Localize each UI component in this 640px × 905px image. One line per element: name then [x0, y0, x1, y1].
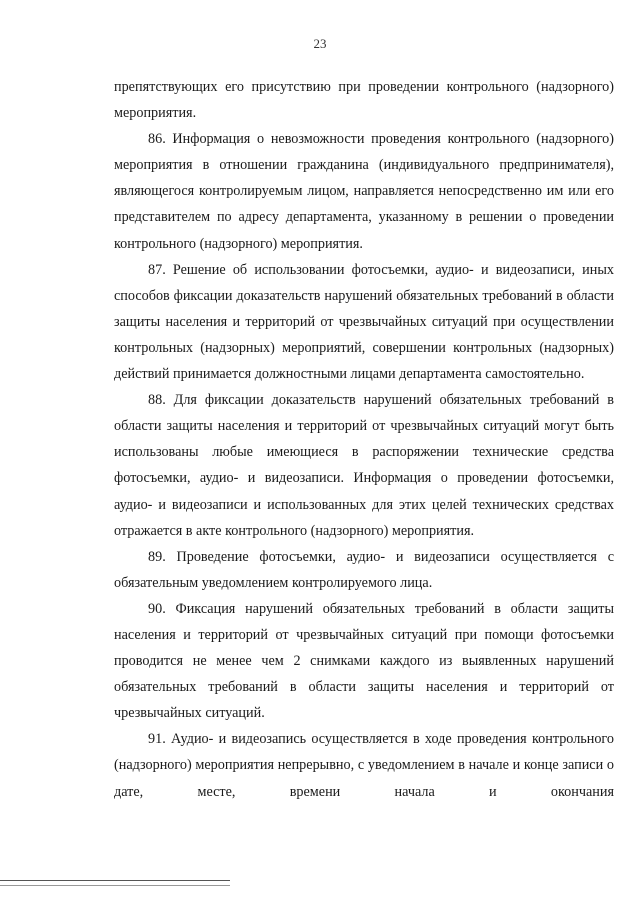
footer-rule [0, 880, 230, 881]
paragraph-continuation: препятствующих его присутствию при проведении контрольного (надзорного) мероприятия. [114, 79, 614, 122]
paragraph-87: 87. Решение об использовании фотосъемки, аудио- и видеозаписи, иных способов фиксации доказательств нарушений обязательных требований в области защиты населения и территорий от чрезвычайных ситуаций при осуществлении контрольных (надзорных) мероприятий, совершении контрольных (надзорных) действий принимается должностными лицами департамента самостоятельно. [114, 261, 614, 383]
paragraph-88: 88. Для фиксации доказательств нарушений обязательных требований в области защиты населения и территорий от чрезвычайных ситуаций могут быть использованы любые имеющиеся в распоряжении технические средства фотосъемки, аудио- и видеозаписи. Информация о проведении фотосъемки, аудио- и видеозаписи и использованных для этих целей технических средствах отражается в акте контрольного (надзорного) мероприятия. [114, 392, 614, 539]
paragraph-90: 90. Фиксация нарушений обязательных требований в области защиты населения и территорий от чрезвычайных ситуаций при помощи фотосъемки проводится не менее чем 2 снимками каждого из выявленных нарушений обязательных требований в области защиты населения и территорий от чрезвычайных ситуаций. [114, 600, 614, 722]
paragraph-86: 86. Информация о невозможности проведения контрольного (надзорного) мероприятия в отношении гражданина (индивидуального предпринимателя), являющегося контролируемым лицом, направляется непосредственно им или его представителем по адресу департамента, указанному в решении о проведении контрольного (надзорного) мероприятия. [114, 131, 614, 252]
paragraph-91: 91. Аудио- и видеозапись осуществляется в ходе проведения контрольного (надзорного) мероприятия непрерывно, с уведомлением в начале и конце записи о дате, месте, времени начала и окончания [114, 731, 614, 800]
page-number: 23 [313, 36, 327, 51]
document-body [114, 74, 614, 805]
footer-rule-secondary [0, 885, 230, 886]
paragraph-89: 89. Проведение фотосъемки, аудио- и видеозаписи осуществляется с обязательным уведомлением контролируемого лица. [114, 548, 614, 591]
